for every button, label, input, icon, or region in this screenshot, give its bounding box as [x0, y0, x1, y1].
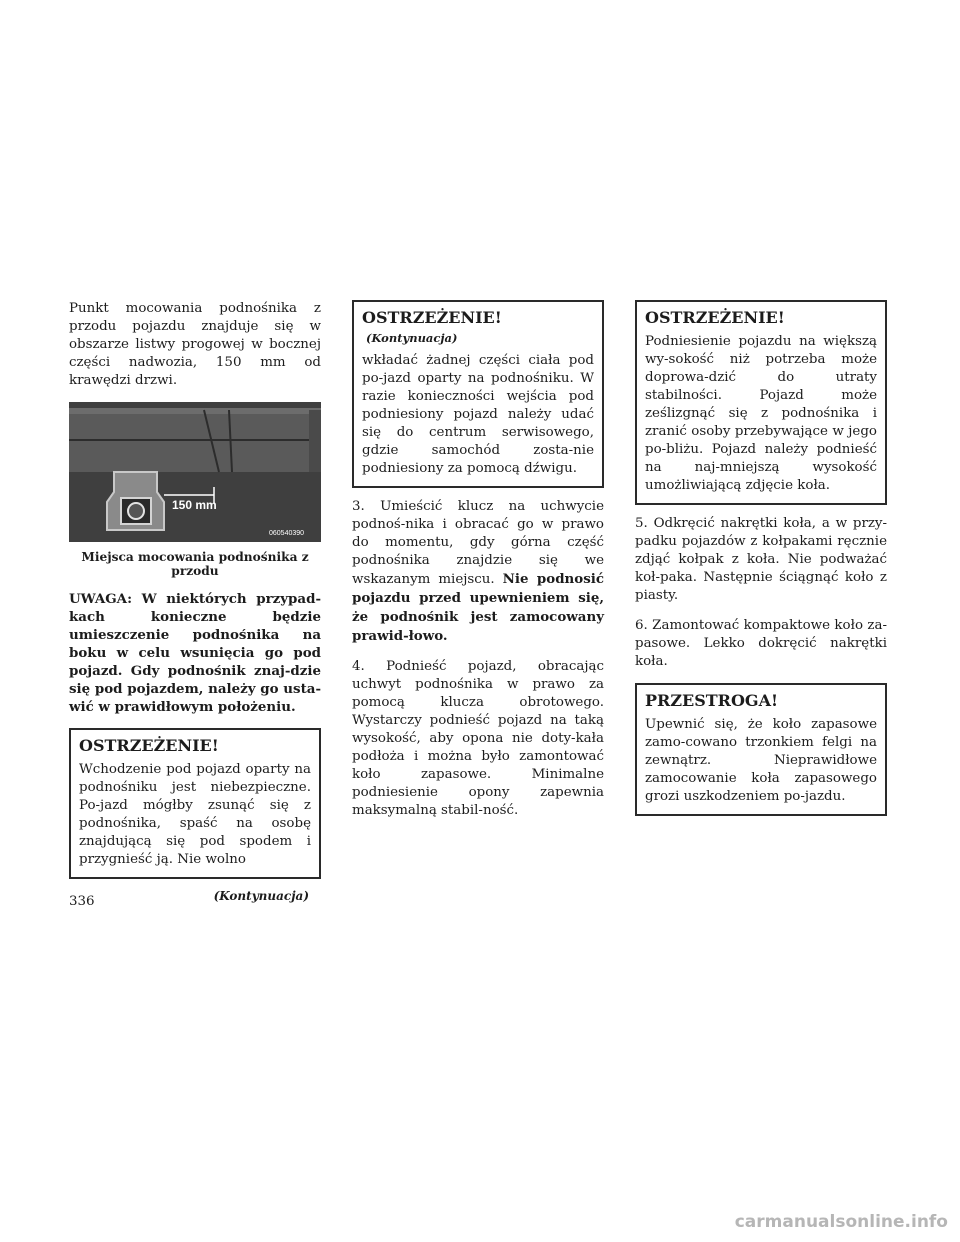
step-5: 5. Odkręcić nakrętki koła, a w przy-padku pojazdów z kołpakami ręcznie zdjąć kołpak z koła. Nie podważać koł-paka. Następnie ściągnąć koło z piasty.	[635, 516, 887, 603]
caution-box	[635, 683, 887, 816]
figure-caption: Miejsca mocowania podnośnika z przodu	[81, 550, 309, 578]
warning-title: OSTRZEŻENIE!	[79, 736, 219, 755]
figure-code: 060540390	[269, 530, 305, 537]
watermark: carmanualsonline.info	[734, 1212, 948, 1232]
warning-text: Podniesienie pojazdu na większą wy-sokość niż potrzeba może doprowa-dzić do utraty stabilności. Pojazd może ześlizgnąć się z podnośnika i zranić osoby przebywające w jego po-bliżu. Pojazd należy podnieść na naj-mniejszą wysokość umożliwiającą zdjęcie koła.	[645, 334, 877, 493]
step-3	[352, 498, 604, 646]
warning-box-3	[635, 300, 887, 505]
note-paragraph: UWAGA: W niektórych przypad-kach konieczne będzie umieszczenie podnośnika na boku w celu wsunięcia go pod pojazd. Gdy podnośnik znaj-dzie się pod pojazdem, należy go usta-wić w prawidłowym położeniu.	[69, 591, 321, 715]
caution-title: PRZESTROGA!	[645, 691, 778, 710]
column-1	[69, 300, 321, 903]
page-number: 336	[69, 894, 95, 909]
jack-point-figure	[69, 402, 321, 542]
warning-text: Wchodzenie pod pojazd oparty na podnośniku jest niebezpieczne. Po-jazd mógłby zsunąć się z podnośnika, spaść na osobę znajdującą się pod spodem i przygnieść ją. Nie wolno	[79, 762, 311, 867]
warning-box-1	[69, 728, 321, 879]
dimension-label: 150 mm	[172, 498, 217, 512]
continued-label: (Kontynuacja)	[213, 889, 309, 903]
step-3-bold: Nie podnosić pojazdu przed upewnieniem się, że podnośnik jest zamocowany prawid-łowo.	[352, 571, 604, 644]
warning-title-text: OSTRZEŻENIE!	[362, 308, 502, 327]
warning-text: wkładać żadnej części ciała pod po-jazd oparty na podnośniku. W razie konieczności wejścia pod podniesiony pojazd należy udać się do centrum serwisowego, gdzie samochód zosta-nie podniesiony za pomocą dźwigu.	[362, 353, 594, 476]
caution-text: Upewnić się, że koło zapasowe zamo-cowano trzonkiem felgi na zewnątrz. Nieprawidłowe zamocowanie koła zapasowego grozi uszkodzeniem po-jazdu.	[645, 717, 877, 804]
step-6: 6. Zamontować kompaktowe koło za-pasowe. Lekko dokręcić nakrętki koła.	[635, 618, 887, 669]
column-2	[352, 300, 604, 832]
step-3-text: 3. Umieścić klucz na uchwycie podnoś-nika i obracać go w prawo do momentu, gdy górna część podnośnika znajdzie się we wskazanym miejscu.	[352, 499, 604, 587]
warning-title: OSTRZEŻENIE!	[645, 308, 785, 327]
intro-paragraph: Punkt mocowania podnośnika z przodu pojazdu znajduje się w obszarze listwy progowej w bocznej części nadwozia, 150 mm od krawędzi drzwi.	[69, 301, 321, 388]
jack-point-illustration	[69, 402, 321, 542]
continuation-label: (Kontynuacja)	[366, 331, 458, 345]
warning-box-2	[352, 300, 604, 488]
warning-title	[362, 308, 594, 346]
step-4: 4. Podnieść pojazd, obracając uchwyt podnośnika w prawo za pomocą klucza obrotowego. Wystarczy podnieść pojazd na taką wysokość, aby opona nie doty-kała podłoża i można było zamontować koło zapasowe. Minimalne podniesienie opony zapewnia maksymalną stabil-ność.	[352, 659, 604, 818]
column-3	[635, 300, 887, 826]
